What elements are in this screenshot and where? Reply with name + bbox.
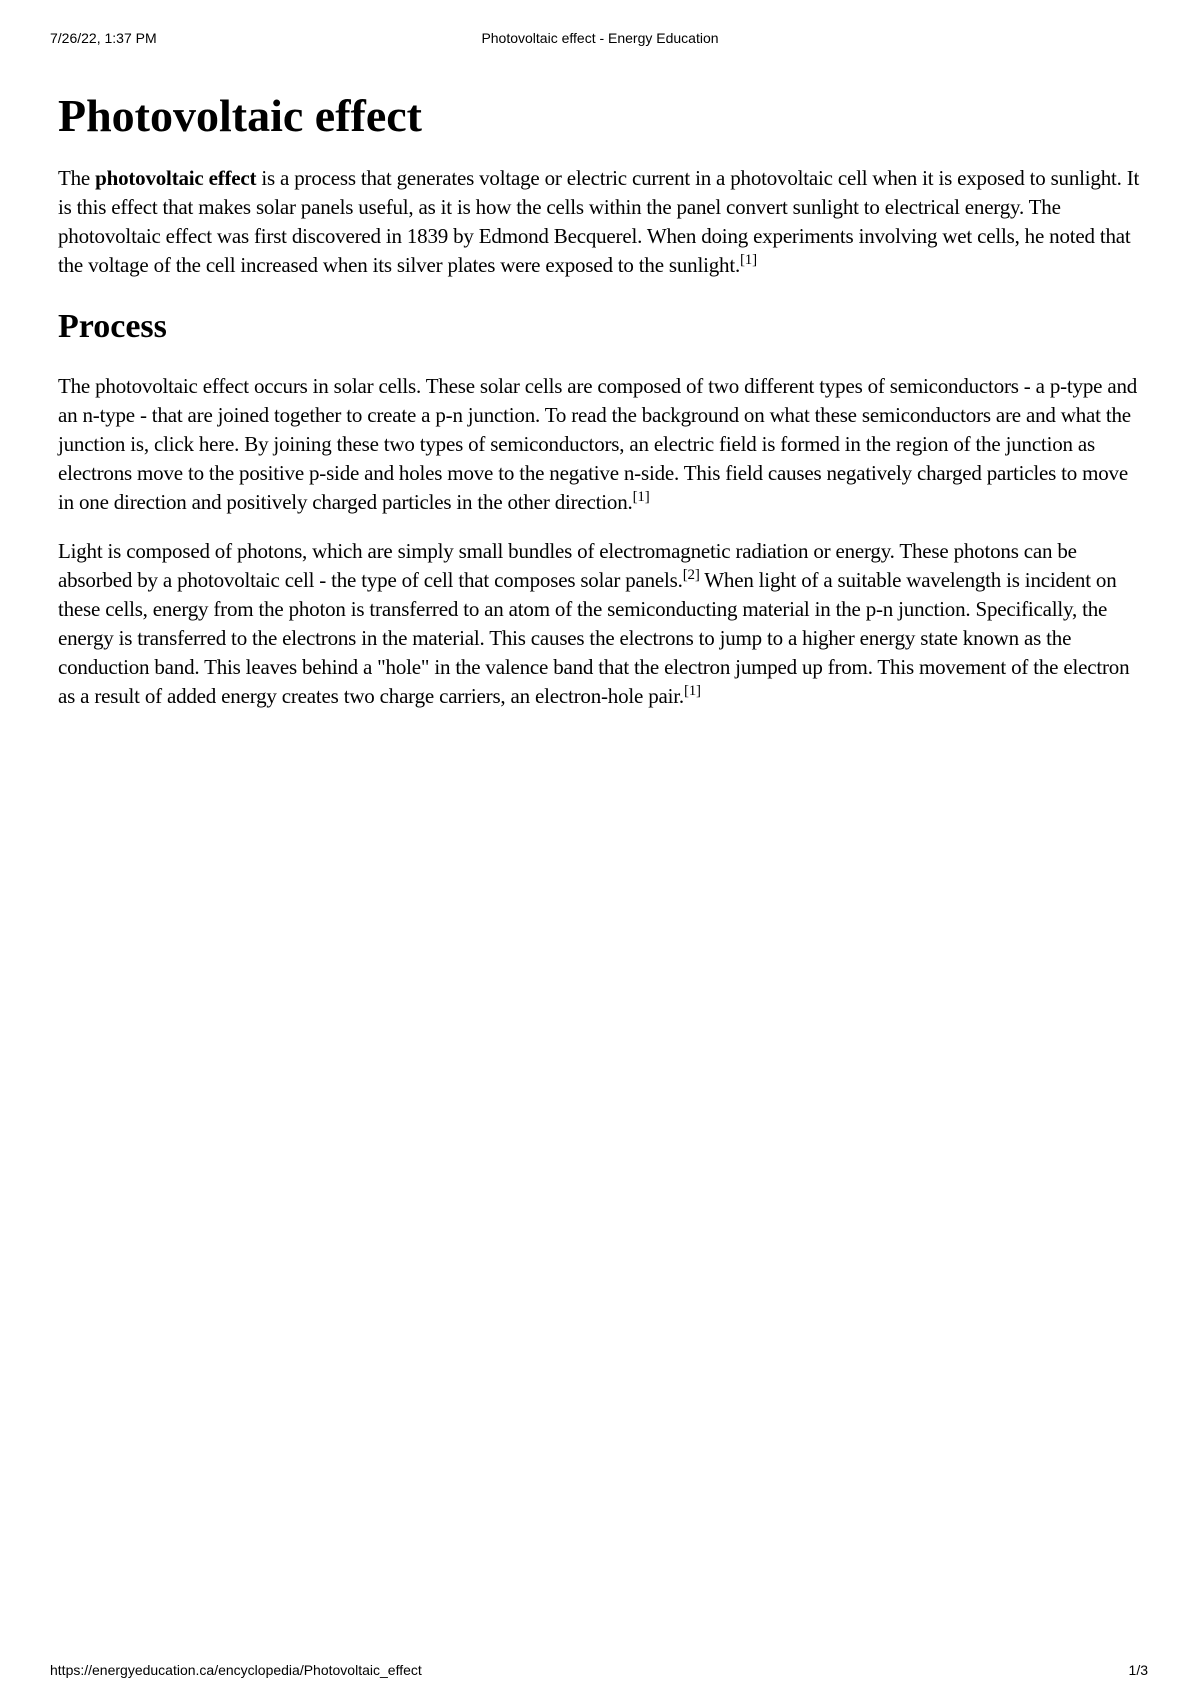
print-datetime: 7/26/22, 1:37 PM <box>50 30 157 46</box>
article <box>58 88 1148 731</box>
intro-text-post: is a process that generates voltage or electric current in a photovoltaic cell when it is exposed to sunlight. It is this effect that makes solar panels useful, as it is how the cells within the panel convert sunlight to electrical energy. The photovoltaic effect was first discovered in 1839 by Edmond Becquerel. When doing experiments involving wet cells, he noted that the voltage of the cell increased when its silver plates were exposed to the sunlight. <box>58 166 1140 277</box>
reference-link[interactable]: [1] <box>740 252 757 268</box>
intro-text-pre: The <box>58 166 96 190</box>
section-heading-process: Process <box>58 308 167 345</box>
reference-link[interactable]: [1] <box>632 489 650 505</box>
print-footer <box>0 1662 1200 1682</box>
process-paragraph-2 <box>58 537 1148 711</box>
intro-paragraph <box>58 164 1148 280</box>
process-paragraph-1 <box>58 372 1148 517</box>
print-page-title: Photovoltaic effect - Energy Education <box>481 30 719 46</box>
process-p1-text: The photovoltaic effect occurs in solar cells. These solar cells are composed of two different types of semiconductors - a p-type and an n-type - that are joined together to create a p-n junction. To read the background on what these semiconductors are and what the junction is, click here. By joining these two types of semiconductors, an electric field is formed in the region of the junction as electrons move to the positive p-side and holes move to the negative n-side. This field causes negatively charged particles to move in one direction and positively charged particles in the other direction. <box>58 374 1138 514</box>
print-url: https://energyeducation.ca/encyclopedia/Photovoltaic_effect <box>50 1662 422 1678</box>
process-p2-text-b: When light of a suitable wavelength is incident on these cells, energy from the photon is transferred to an atom of the semiconducting material in the p-n junction. Specifically, the energy is transferred to the electrons in the material. This causes the electrons to jump to a higher energy state known as the conduction band. This leaves behind a "hole" in the valence band that the electron jumped up from. This movement of the electron as a result of added energy creates two charge carriers, an electron-hole pair. <box>58 568 1130 708</box>
reference-link[interactable]: [2] <box>682 567 700 583</box>
intro-bold-term: photovoltaic effect <box>95 166 257 190</box>
process-p2-text-a: Light is composed of photons, which are simply small bundles of electromagnetic radiation or energy. These photons can be absorbed by a photovoltaic cell - the type of cell that composes solar panels. <box>58 539 1077 592</box>
print-page-number: 1/3 <box>1128 1662 1148 1678</box>
page-title: Photovoltaic effect <box>58 90 423 141</box>
reference-link[interactable]: [1] <box>683 683 701 699</box>
print-header <box>0 30 1200 50</box>
